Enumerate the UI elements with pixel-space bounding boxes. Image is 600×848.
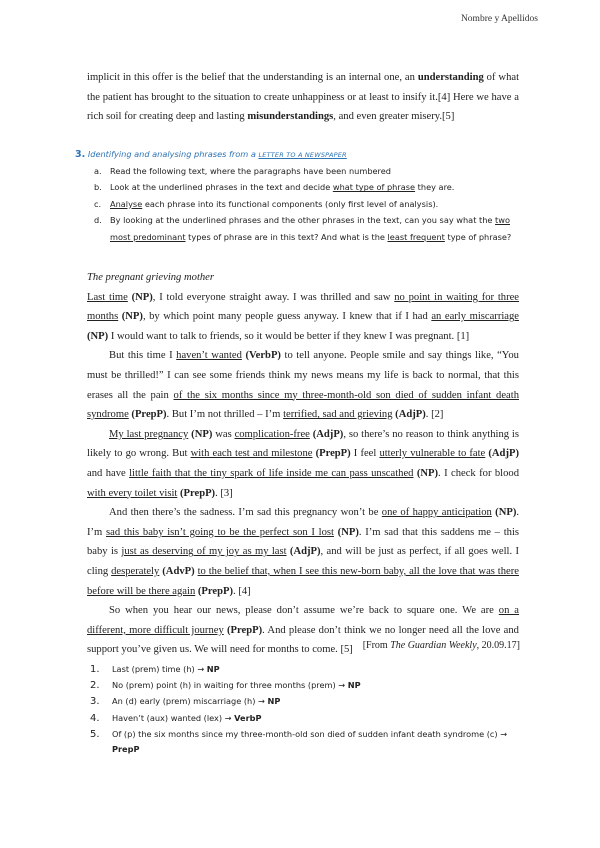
letter-text: So when you hear our news, please don’t assume we’re back to square one. We are [109,605,499,617]
underlined-phrase: little faith that the tiny spark of life inside me can pass unscathed [129,467,414,479]
letter-text: , so there’s no reason to think anything is likely to go wrong. But [87,428,519,460]
instruction-marker: c. [94,198,102,209]
underlined-phrase: sad this baby isn’t going to be the perfect son I lost [106,526,334,538]
instruction-text: By looking at the underlined phrases and the other phrases in the text, can you say what the [110,215,496,226]
underlined-phrase: with each test and milestone [190,448,313,460]
underlined-phrase: My last pregnancy [109,428,189,440]
intro-bold-term: understanding [417,72,484,83]
answer-number: 1. [90,664,100,675]
underlined-phrase: an early miscarriage [431,311,519,323]
phrase-tag: (AdjP) [485,448,519,460]
letter-text: But this time I [109,350,177,362]
instruction-underlined: two most predominant [110,215,510,242]
instruction-text: type of phrase? [444,231,512,242]
letter-text: , by which point many people guess anyway. I knew that if I had [142,311,432,323]
letter-text: . I check for blood [438,467,519,479]
newspaper-letter [87,268,519,660]
underlined-phrase: Last time [87,291,128,303]
letter-paragraph-1 [87,288,519,347]
phrase-tag: (PrepP) [223,624,263,636]
instruction-text: Look at the underlined phrases in the text and decide [110,182,333,193]
answer-tag: NP [206,664,220,674]
answer-tag: NP [267,696,281,707]
answer-item [90,727,526,758]
phrase-tag: (PrepP) [312,448,351,460]
letter-paragraph-3 [87,425,519,503]
instruction-underlined: Analyse [110,198,143,209]
source-prefix: [From [362,640,391,651]
letter-text: , and will be just as perfect, if all goes well. I cling [87,546,519,577]
underlined-phrase: just as deserving of my joy as my last [121,546,287,558]
phrase-tag: (PrepP) [195,585,234,597]
answer-text: No (prem) point (h) in waiting for three months (prem) → [112,680,348,691]
answer-text: Haven’t (aux) wanted (lex) → [112,712,235,723]
phrase-tag: (AdjP) [392,409,426,421]
instruction-text: types of phrase are in this text? And what is the [185,231,388,242]
answer-number: 3. [90,696,100,708]
exercise-title-caps: LETTER TO A NEWSPAPER [258,151,347,159]
intro-bold-term: misunderstandings [247,111,334,123]
instruction-text: each phrase into its functional components (only first level of analysis). [142,198,439,209]
letter-text: . I’m [87,507,520,538]
instruction-item [94,212,524,245]
answer-number: 5. [90,728,100,740]
phrase-tag: (AdjP) [309,428,344,440]
instruction-underlined: least frequent [387,231,445,242]
instruction-list [94,163,524,245]
answer-text: Of (p) the six months since my three-month-old son died of sudden infant death syndrome (c) → [112,728,508,739]
phrase-tag: (NP) [127,291,153,303]
answer-text: An (d) early (prem) miscarriage (h) → [112,696,268,707]
phrase-tag: (PrepP) [177,487,216,499]
phrase-tag: (AdjP) [286,546,321,558]
phrase-tag: (NP) [413,467,439,479]
answer-text: Last (prem) time (h) → [112,664,207,674]
underlined-phrase: haven’t wanted [176,350,242,362]
answer-tag: VerbP [234,712,262,723]
intro-paragraph [87,68,519,127]
answer-item [90,711,526,727]
answer-item [90,694,526,710]
instruction-item [94,196,524,212]
exercise-number: 3. [75,149,86,160]
underlined-phrase: no point in waiting for three months [87,291,520,323]
instruction-item [94,179,524,195]
letter-text: . [2] [425,409,444,421]
letter-text: . I’m sad that this saddens me – this baby is [87,526,520,558]
underlined-phrase: terrified, sad and grieving [283,409,393,421]
underlined-phrase: one of happy anticipation [381,507,492,519]
letter-paragraph-4 [87,503,519,601]
source-publication: The Guardian Weekly [390,640,477,651]
answer-list [90,662,526,759]
source-date: , 20.09.17] [476,640,520,651]
underlined-phrase: with every toilet visit [87,487,178,499]
instruction-underlined: what type of phrase [332,182,416,193]
letter-text: . [4] [233,585,251,597]
letter-text: And then there’s the sadness. I’m sad this pregnancy won’t be [109,507,382,519]
instruction-item [94,163,524,179]
letter-paragraph-2 [87,346,519,424]
letter-text: I feel [350,448,380,460]
phrase-tag: (VerbP) [241,350,281,362]
page-header-author: Nombre y Apellidos [460,14,538,24]
exercise-title: Identifying and analysing phrases from a [87,149,259,159]
source-citation [363,640,520,651]
underlined-phrase: utterly vulnerable to fate [379,448,486,460]
answer-tag: PrepP [112,744,140,755]
phrase-tag: (NP) [118,311,143,323]
letter-text: to tell anyone. People smile and say things like, “You must be thrilled!” I can see some friends think my news means my life is back to normal, that this erases all the pain [87,350,519,401]
underlined-phrase: of the six months since my three-month-old son died of sudden infant death syndrome [87,389,519,421]
answer-tag: NP [347,680,361,691]
answer-number: 2. [90,680,100,692]
letter-text: . But I’m not thrilled – I’m [166,409,284,421]
intro-text: , and even greater misery.[5] [333,111,455,123]
underlined-phrase: to the belief that, when I see this new-born baby, all the love that was there before will be there again [87,565,519,597]
phrase-tag: (NP) [87,330,109,342]
underlined-phrase: desperately [111,565,160,577]
instruction-marker: d. [94,215,102,226]
phrase-tag: (NP) [333,526,359,538]
intro-text: of what the patient has brought to the situation to create unhappiness or at least to insify it.[4] Here we have a rich soil for creating deep and lasting [87,72,520,123]
instruction-text: Read the following text, where the paragraphs have been numbered [110,166,391,176]
underlined-phrase: complication-free [234,428,310,440]
letter-text: was [212,428,235,440]
answer-number: 4. [90,712,100,724]
letter-text: , I told everyone straight away. I was thrilled and saw [152,291,395,303]
instruction-marker: a. [94,166,102,176]
answer-item [90,678,526,694]
intro-text: implicit in this offer is the belief that the understanding is an internal one, an [87,72,418,83]
letter-paragraph-5 [87,601,519,660]
instruction-text: they are. [415,182,455,193]
phrase-tag: (PrepP) [128,409,167,421]
letter-title: The pregnant grieving mother [87,272,215,283]
phrase-tag: (AdvP) [159,565,195,577]
phrase-tag: (NP) [491,507,517,519]
letter-text: . [3] [215,487,233,499]
letter-text: I would want to talk to friends, so it would be better if they knew I was pregnant. [1] [108,330,470,342]
exercise-heading [75,147,525,162]
phrase-tag: (NP) [188,428,213,440]
letter-text: and have [87,467,130,479]
letter-text: . And please don’t think we no longer need all the love and support you’ve given us. We will need for months to come. [5] [87,624,519,656]
answer-item [90,662,526,678]
instruction-marker: b. [94,182,102,193]
underlined-phrase: on a different, more difficult journey [87,605,519,636]
